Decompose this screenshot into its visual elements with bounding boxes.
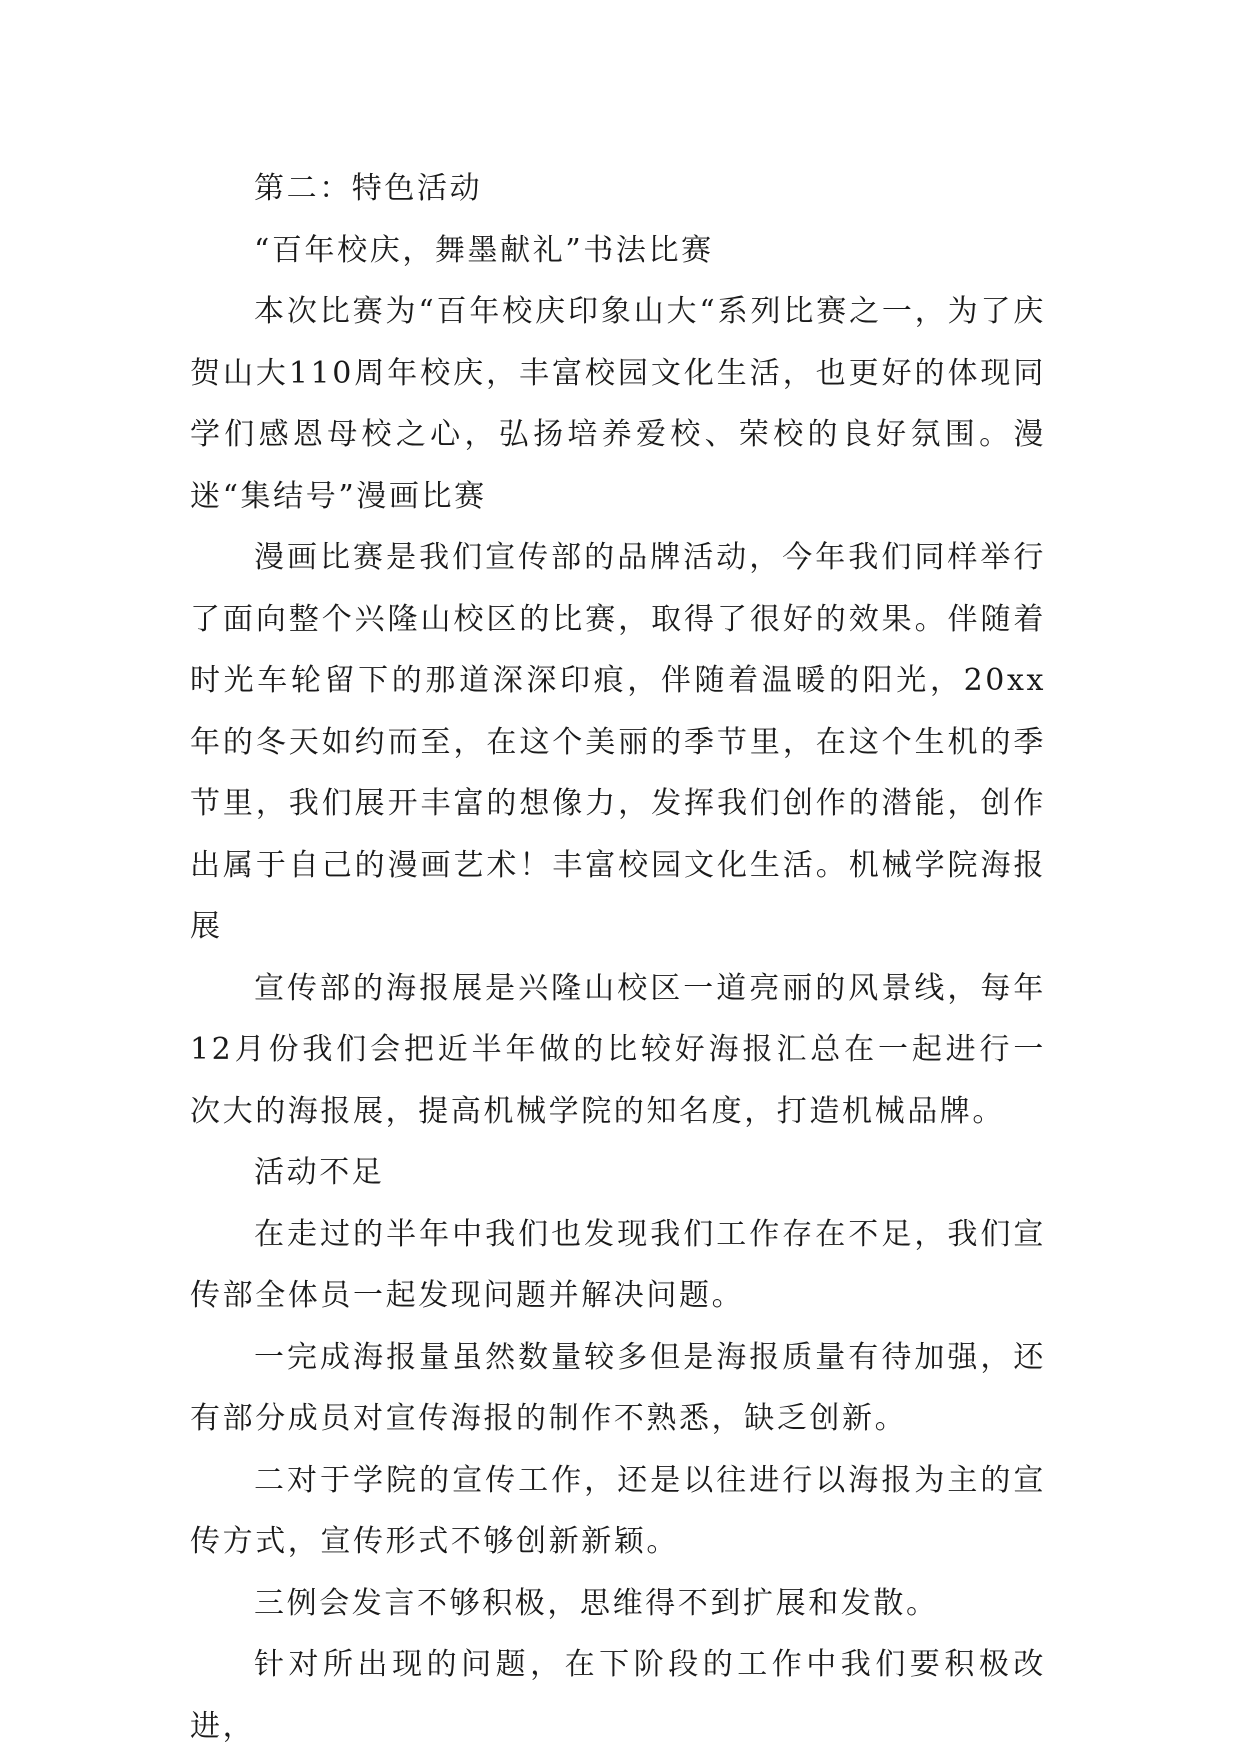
paragraph-issue-two: 二对于学院的宣传工作，还是以往进行以海报为主的宣传方式，宣传形式不够创新新颖。 xyxy=(190,1462,1046,1559)
paragraph-comic-contest: 漫画比赛是我们宣传部的品牌活动，今年我们同样举行了面向整个兴隆山校区的比赛，取得了很好的效果。伴随着时光车轮留下的那道深深印痕，伴随着温暖的阳光，20xx年的冬天如约而至，在这个美丽的季节里，在这个生机的季节里，我们展开丰富的想像力，发挥我们创作的潜能，创作出属于自己的漫画艺术！丰富校园文化生活。机械学院海报展 xyxy=(190,540,1046,944)
paragraph-improvement: 针对所出现的问题，在下阶段的工作中我们要积极改进， xyxy=(190,1647,1046,1744)
heading-special-activities: 第二：特色活动 xyxy=(254,171,483,206)
heading-shortcomings: 活动不足 xyxy=(254,1155,385,1190)
document-body xyxy=(190,158,1046,1757)
paragraph-issue-three: 三例会发言不够积极，思维得不到扩展和发散。 xyxy=(254,1585,939,1621)
heading-calligraphy-contest: “百年校庆，舞墨献礼”书法比赛 xyxy=(254,232,714,268)
paragraph-poster-exhibition: 宣传部的海报展是兴隆山校区一道亮丽的风景线，每年12月份我们会把近半年做的比较好海报汇总在一起进行一次大的海报展，提高机械学院的知名度，打造机械品牌。 xyxy=(190,970,1046,1129)
paragraph-shortcomings-intro: 在走过的半年中我们也发现我们工作存在不足，我们宣传部全体员一起发现问题并解决问题。 xyxy=(190,1216,1046,1313)
paragraph-calligraphy-description: 本次比赛为“百年校庆印象山大“系列比赛之一，为了庆贺山大110周年校庆，丰富校园文化生活，也更好的体现同学们感恩母校之心，弘扬培养爱校、荣校的良好氛围。漫迷“集结号”漫画比赛 xyxy=(190,294,1046,514)
paragraph-issue-one: 一完成海报量虽然数量较多但是海报质量有待加强，还有部分成员对宣传海报的制作不熟悉，缺乏创新。 xyxy=(190,1339,1046,1436)
